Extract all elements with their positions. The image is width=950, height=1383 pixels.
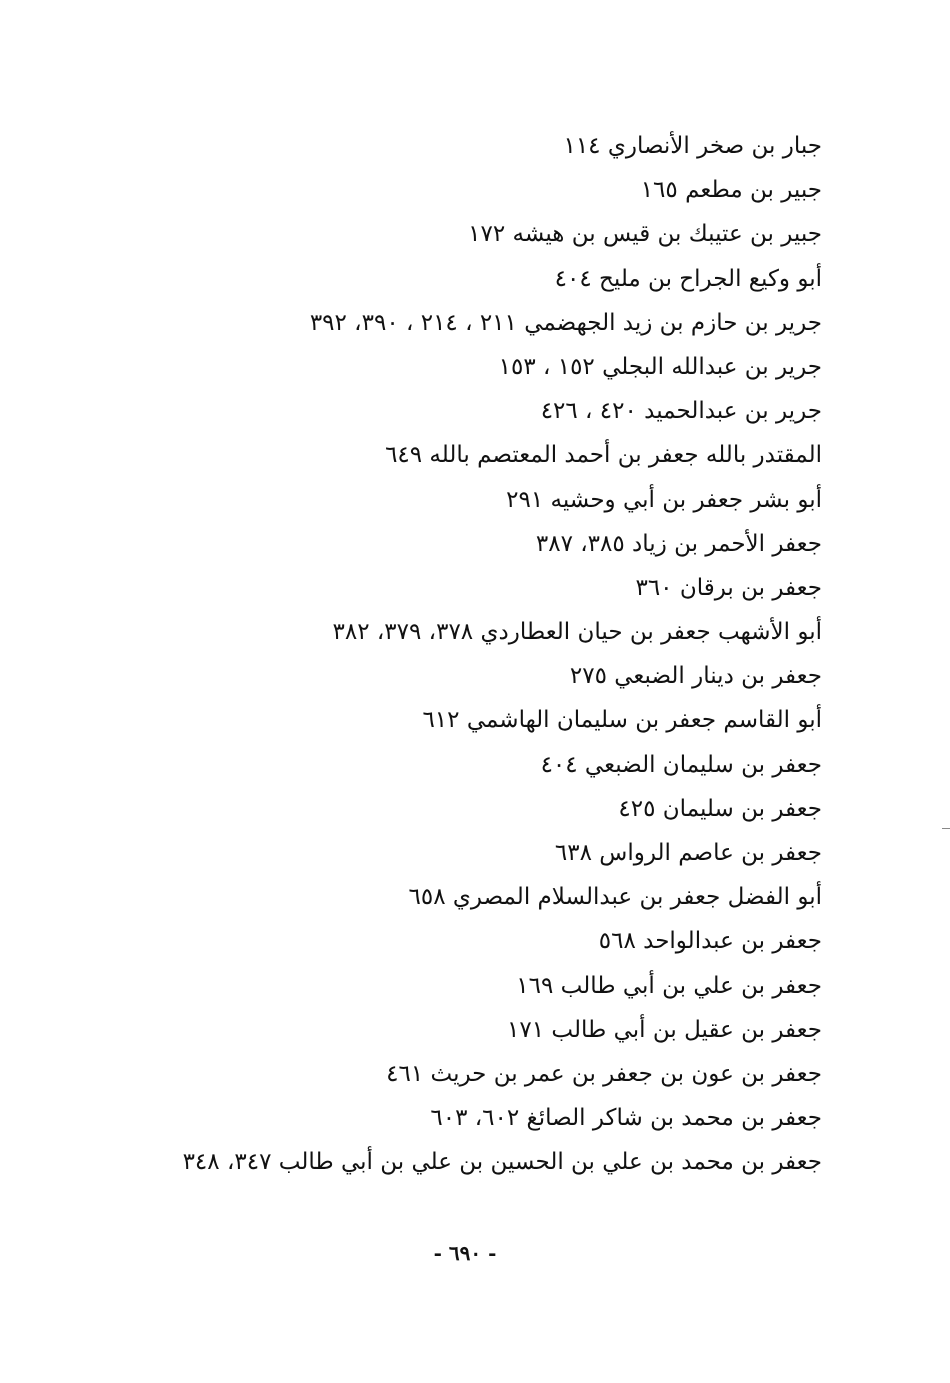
index-entry: جعفر بن محمد بن علي بن الحسين بن علي بن أبي طالب ٣٤٧، ٣٤٨ [182, 1149, 822, 1176]
scan-edge-mark [942, 828, 950, 829]
page-number: - ٦٩٠ - [433, 1241, 497, 1265]
index-entry: أبو القاسم جعفر بن سليمان الهاشمي ٦١٢ [422, 707, 822, 734]
index-entry: أبو الأشهب جعفر بن حيان العطاردي ٣٧٨، ٣٧٩، ٣٨٢ [332, 619, 822, 646]
index-entry: جعفر بن محمد بن شاكر الصائغ ٦٠٢، ٦٠٣ [430, 1105, 822, 1132]
index-entry: جعفر بن عون بن جعفر بن عمر بن حريث ٤٦١ [386, 1060, 822, 1087]
index-entry: جعفر بن عقيل بن أبي طالب ١٧١ [507, 1016, 822, 1043]
index-entry: جعفر بن سليمان الضبعي ٤٠٤ [540, 751, 822, 778]
index-entry: جبير بن مطعم ١٦٥ [640, 177, 822, 204]
index-entry: جعفر بن عبدالواحد ٥٦٨ [598, 928, 822, 955]
index-entry: جعفر بن سليمان ٤٢٥ [618, 795, 822, 822]
index-entry: جعفر بن عاصم الرواس ٦٣٨ [554, 840, 822, 866]
index-entry: أبو وكيع الجراح بن مليح ٤٠٤ [554, 265, 822, 292]
index-entry: جرير بن عبدالله البجلي ١٥٢ ، ١٥٣ [498, 353, 822, 380]
index-entry: أبو بشر جعفر بن أبي وحشيه ٢٩١ [506, 486, 822, 513]
index-entry: جعفر بن دينار الضبعي ٢٧٥ [569, 663, 822, 690]
name-index-list [102, 124, 822, 1185]
index-entry: المقتدر بالله جعفر بن أحمد المعتصم بالله ٦٤٩ [385, 442, 822, 469]
index-entry: جرير بن عبدالحميد ٤٢٠ ، ٤٢٦ [540, 398, 822, 425]
index-entry: جبار بن صخر الأنصاري ١١٤ [563, 133, 822, 159]
index-entry: أبو الفضل جعفر بن عبدالسلام المصري ٦٥٨ [408, 884, 822, 911]
index-entry: جعفر بن علي بن أبي طالب ١٦٩ [516, 972, 822, 999]
index-entry: جبير بن عتيبك بن قيس بن هيشه ١٧٢ [468, 221, 822, 248]
index-entry: جعفر بن برقان ٣٦٠ [635, 574, 822, 601]
index-entry: جرير بن حازم بن زيد الجهضمي ٢١١ ، ٢١٤ ، ٣٩٠، ٣٩٢ [309, 309, 822, 336]
index-entry: جعفر الأحمر بن زياد ٣٨٥، ٣٨٧ [535, 530, 822, 557]
